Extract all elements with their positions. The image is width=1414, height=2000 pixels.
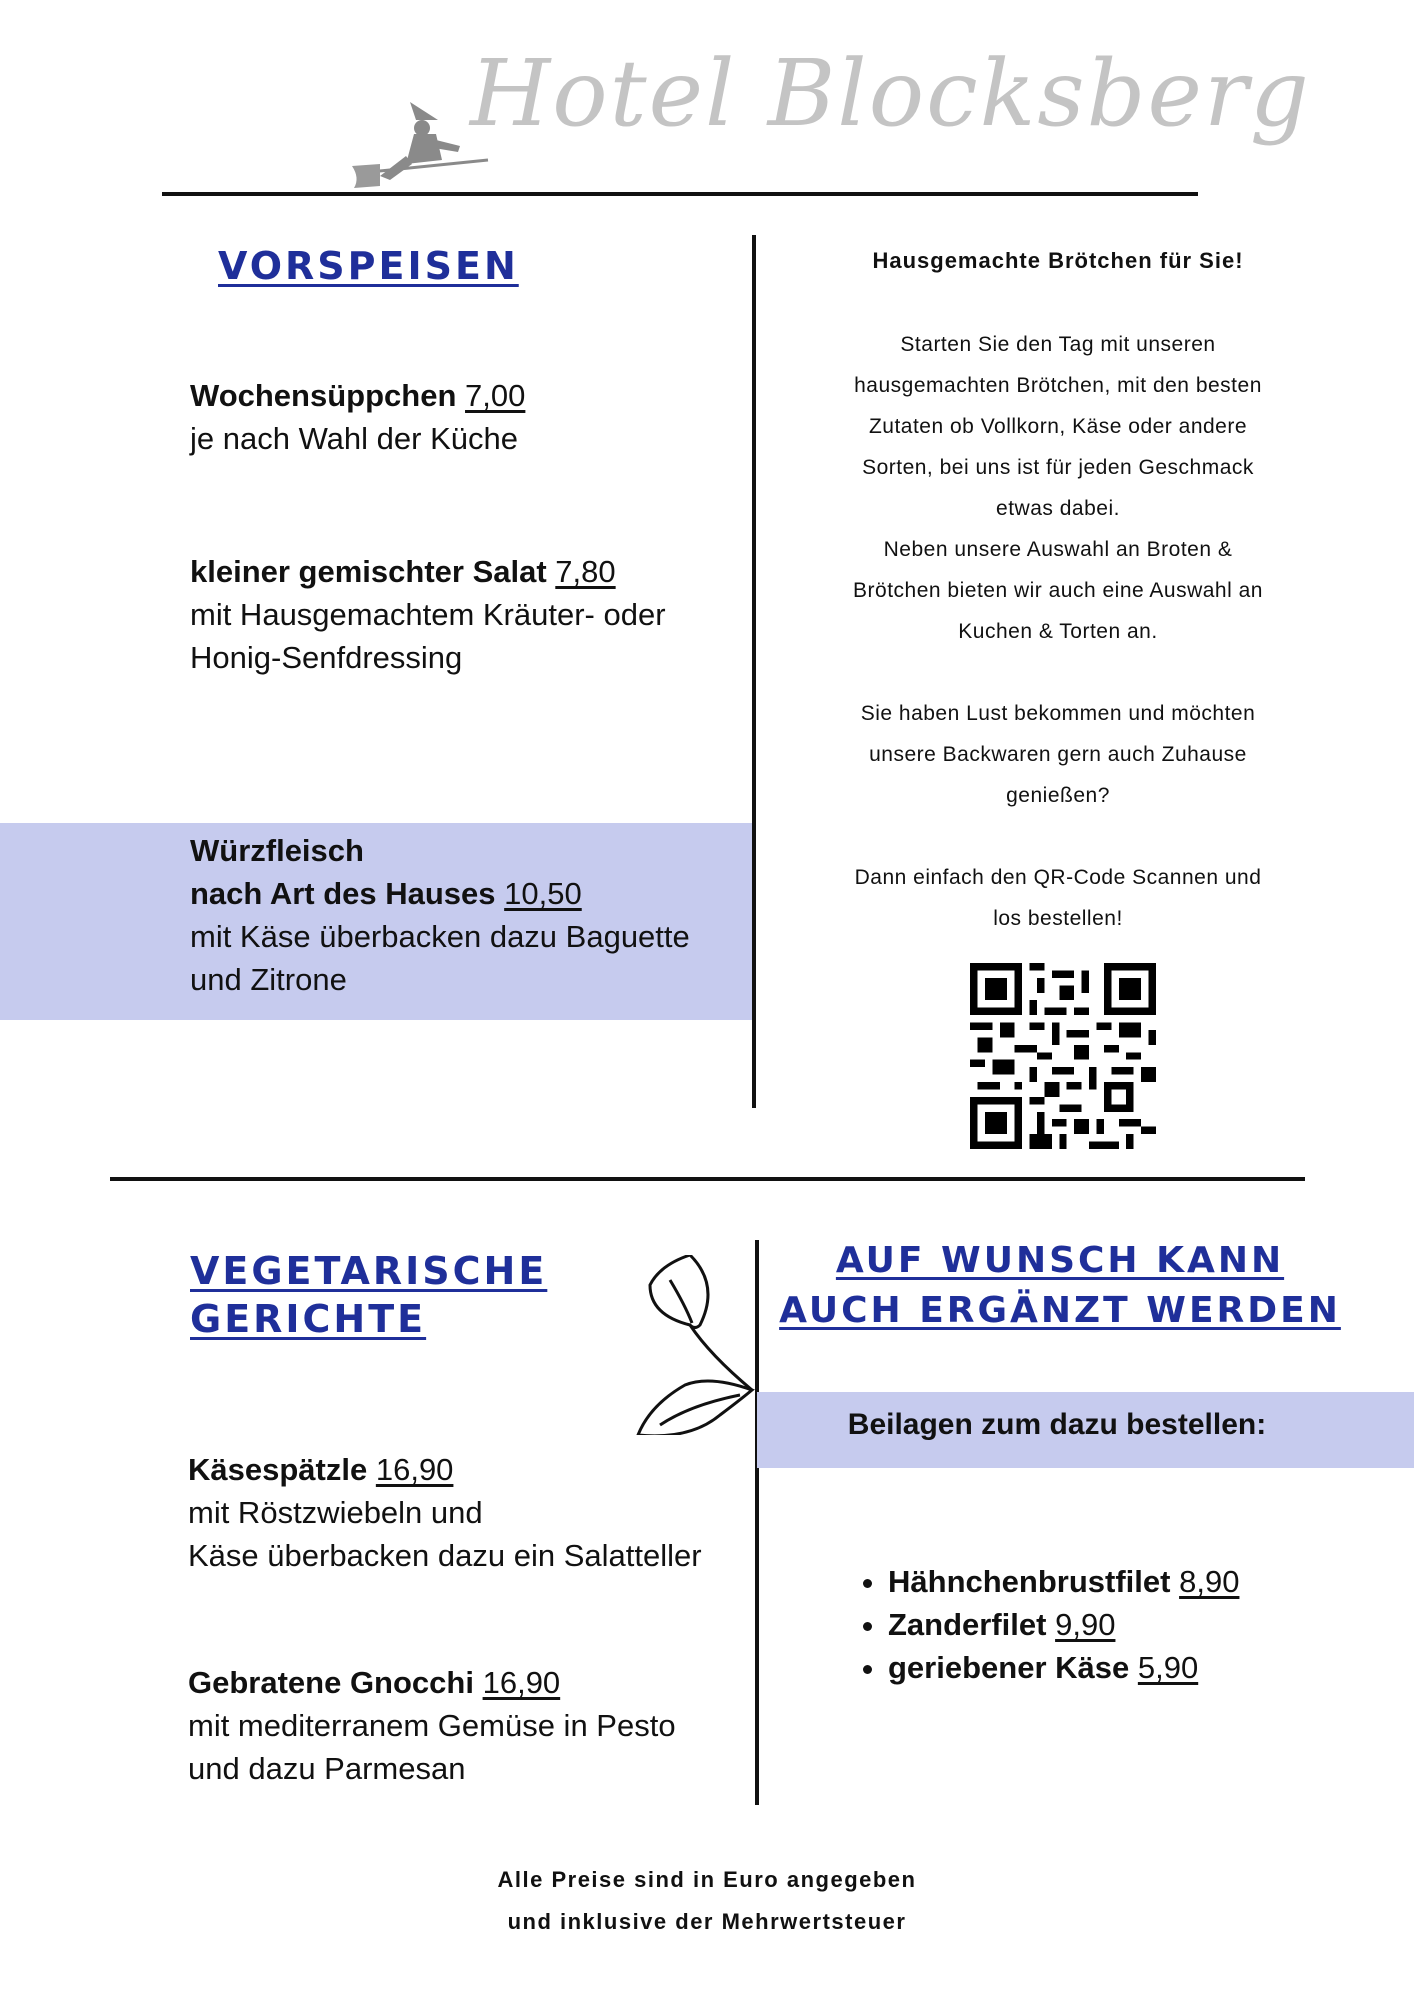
bakery-text: Starten Sie den Tag mit unseren hausgemachten Brötchen, mit den besten Zutaten ob Vollkorn, Käse oder andere Sorten, bei uns ist für jeden Geschmack etwas dabei. Neben unsere Auswahl an Broten & Brötchen bieten wir auch eine Auswahl an Kuchen & Torten an. Sie haben Lust bekommen und möchten unsere Backwaren gern auch Zuhause genießen? Dann einfach den QR-Code Scannen und los bestellen! [853, 333, 1263, 930]
witch-on-broom-icon [350, 90, 490, 200]
item-name: nach Art des Hauses [190, 876, 496, 911]
item-name: Gebratene Gnocchi [188, 1665, 474, 1700]
bottom-column-divider [755, 1240, 759, 1805]
vegetarian-heading-line1: VEGETARISCHE [190, 1249, 548, 1293]
menu-item-kaesespaetzle [188, 1448, 748, 1577]
item-desc: mit Hausgemachtem Kräuter- oder Honig-Senfdressing [190, 597, 666, 675]
item-price: 16,90 [375, 1452, 454, 1487]
list-item [888, 1560, 1239, 1603]
extras-heading [760, 1236, 1360, 1336]
header-divider [162, 192, 1198, 196]
price-footnote [357, 1859, 1057, 1943]
item-desc: je nach Wahl der Küche [190, 421, 518, 456]
extra-price: 8,90 [1179, 1564, 1240, 1599]
vegetarian-heading [190, 1247, 547, 1343]
leaf-icon [630, 1255, 760, 1435]
list-item [888, 1646, 1239, 1689]
extras-band-title: Beilagen zum dazu bestellen: [847, 1408, 1267, 1441]
extras-heading-line1: AUF WUNSCH KANN [835, 1240, 1285, 1281]
hotel-name: Hotel Blocksberg [470, 40, 1311, 147]
bakery-title: Hausgemachte Brötchen für Sie! [872, 248, 1244, 273]
menu-item-salad [190, 550, 750, 679]
list-item [888, 1603, 1239, 1646]
extra-name: Hähnchenbrustfilet [888, 1564, 1171, 1599]
menu-item-wuerzfleisch [190, 829, 750, 1001]
item-desc: mit Röstzwiebeln und Käse überbacken dazu ein Salatteller [188, 1495, 702, 1573]
extra-name: Zanderfilet [888, 1607, 1047, 1642]
item-name: kleiner gemischter Salat [190, 554, 547, 589]
footnote-line2: und inklusive der Mehrwertsteuer [507, 1909, 907, 1934]
item-price: 10,50 [504, 876, 582, 911]
item-desc: mit mediterranem Gemüse in Pesto und dazu Parmesan [188, 1708, 676, 1786]
middle-divider [110, 1177, 1305, 1181]
hotel-logo [340, 20, 1311, 195]
item-name-line1: Würzfleisch [190, 833, 364, 868]
extra-price: 9,90 [1055, 1607, 1116, 1642]
starters-heading: VORSPEISEN [218, 244, 519, 288]
menu-item-soup [190, 374, 730, 460]
extra-name: geriebener Käse [888, 1650, 1130, 1685]
item-price: 7,00 [465, 378, 526, 413]
extras-heading-line2: AUCH ERGÄNZT WERDEN [779, 1290, 1341, 1331]
item-desc: mit Käse überbacken dazu Baguette und Zitrone [190, 919, 690, 997]
item-name: Wochensüppchen [190, 378, 457, 413]
vegetarian-heading-line2: GERICHTE [190, 1297, 427, 1341]
item-price: 16,90 [482, 1665, 561, 1700]
menu-item-gnocchi [188, 1661, 748, 1790]
qr-code-icon[interactable] [970, 963, 1156, 1149]
extras-list [848, 1560, 1239, 1689]
item-price: 7,80 [555, 554, 616, 589]
extra-price: 5,90 [1137, 1650, 1199, 1685]
footnote-line1: Alle Preise sind in Euro angegeben [497, 1867, 917, 1892]
item-name: Käsespätzle [188, 1452, 368, 1487]
top-column-divider [752, 235, 756, 1108]
